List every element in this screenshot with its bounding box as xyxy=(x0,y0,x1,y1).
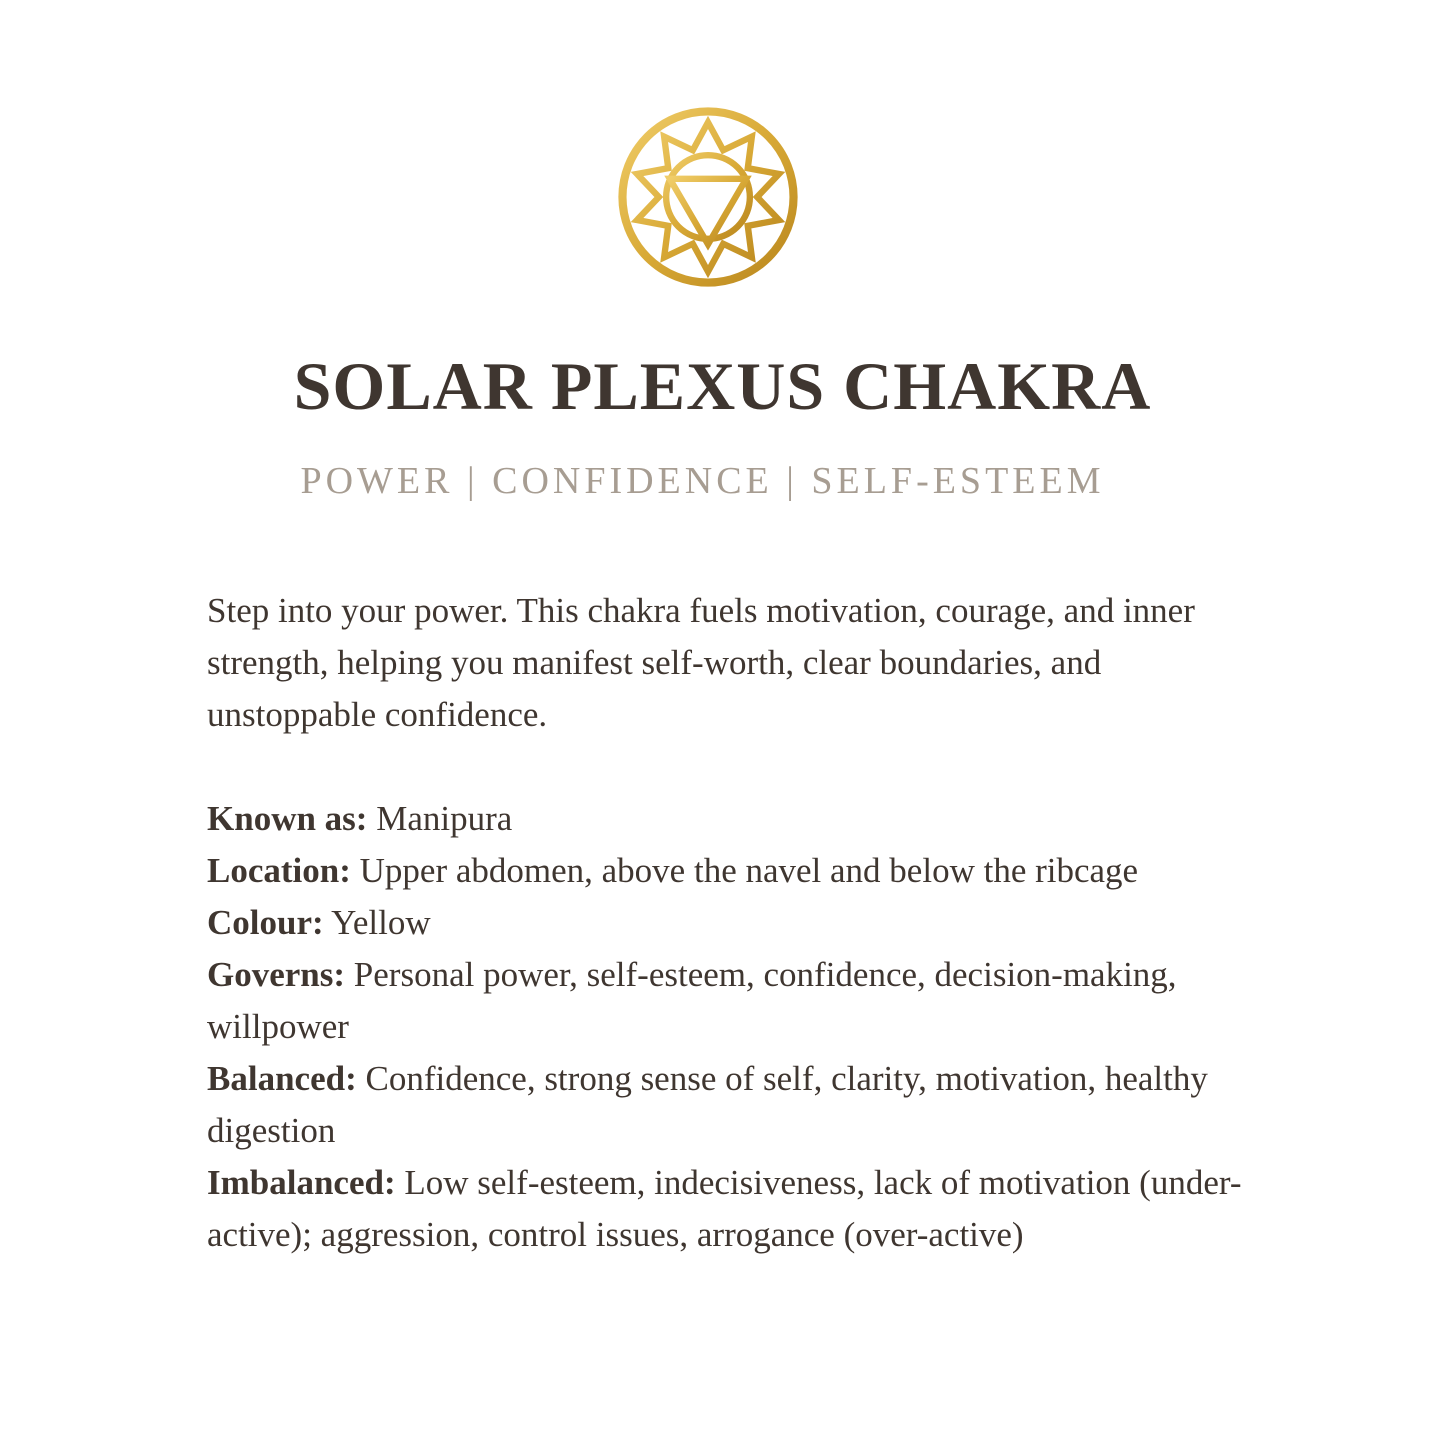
detail-label: Imbalanced: xyxy=(207,1163,396,1202)
detail-governs xyxy=(207,949,1247,1053)
detail-value: Personal power, self-esteem, confidence, decision-making, willpower xyxy=(207,955,1177,1046)
detail-label: Colour: xyxy=(207,903,324,942)
detail-value: Yellow xyxy=(331,903,431,942)
content xyxy=(207,585,1247,1261)
detail-label: Governs: xyxy=(207,955,346,994)
detail-value: Upper abdomen, above the navel and below the ribcage xyxy=(359,851,1139,890)
detail-imbalanced xyxy=(207,1157,1247,1261)
down-triangle xyxy=(670,179,746,245)
page-subtitle: POWER | CONFIDENCE | SELF-ESTEEM xyxy=(300,460,1105,502)
detail-label: Known as: xyxy=(207,799,368,838)
detail-value: Manipura xyxy=(376,799,513,838)
detail-value: Confidence, strong sense of self, clarity, motivation, healthy digestion xyxy=(207,1059,1208,1150)
detail-known-as xyxy=(207,793,1247,845)
detail-balanced xyxy=(207,1053,1247,1157)
outer-ring xyxy=(622,111,793,282)
detail-colour xyxy=(207,897,1247,949)
detail-value: Low self-esteem, indecisiveness, lack of motivation (under-active); aggression, control issues, arrogance (over-active) xyxy=(207,1163,1242,1254)
detail-label: Balanced: xyxy=(207,1059,357,1098)
detail-label: Location: xyxy=(207,851,351,890)
detail-location xyxy=(207,845,1247,897)
page-title: SOLAR PLEXUS CHAKRA xyxy=(293,348,1152,424)
intro-paragraph: Step into your power. This chakra fuels motivation, courage, and inner strength, helping you manifest self-worth, clear boundaries, and unstoppable confidence. xyxy=(207,591,1195,734)
solar-plexus-chakra-symbol-icon xyxy=(617,106,799,288)
